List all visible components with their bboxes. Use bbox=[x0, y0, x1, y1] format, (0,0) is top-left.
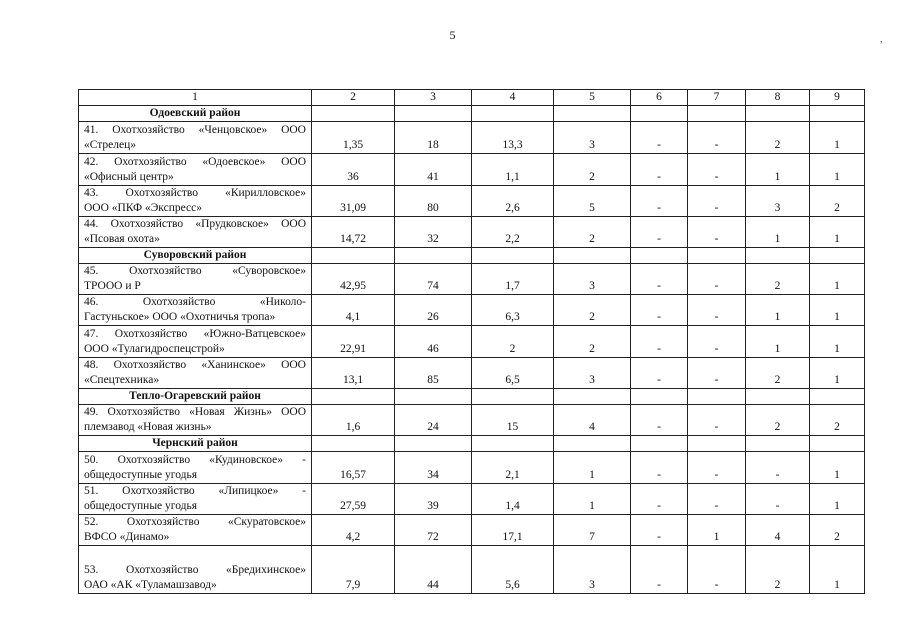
name-line-1: 48. Охотхозяйство «Ханинское» ООО bbox=[84, 359, 306, 371]
value-cell: 2 bbox=[810, 405, 865, 436]
column-header: 3 bbox=[395, 90, 472, 106]
value-cell: - bbox=[688, 546, 746, 594]
value-cell: 3 bbox=[554, 264, 631, 295]
value-cell: 1 bbox=[688, 515, 746, 546]
name-line-2: ООО «Тулагидроспецстрой» bbox=[84, 343, 225, 355]
empty-cell bbox=[395, 248, 472, 264]
value-cell: 2 bbox=[746, 546, 810, 594]
column-header: 7 bbox=[688, 90, 746, 106]
value-cell: 17,1 bbox=[472, 515, 554, 546]
empty-cell bbox=[395, 436, 472, 452]
value-cell: 2 bbox=[810, 515, 865, 546]
empty-cell bbox=[312, 389, 395, 405]
hunting-grounds-table bbox=[78, 89, 865, 594]
value-cell: - bbox=[688, 186, 746, 217]
column-header: 1 bbox=[79, 90, 312, 106]
value-cell: 1,35 bbox=[312, 122, 395, 154]
table-row bbox=[79, 295, 865, 326]
column-header: 6 bbox=[631, 90, 688, 106]
table-row bbox=[79, 452, 865, 484]
table-row bbox=[79, 405, 865, 436]
value-cell: 2 bbox=[810, 186, 865, 217]
table-body bbox=[79, 90, 865, 594]
value-cell: - bbox=[631, 405, 688, 436]
value-cell: - bbox=[746, 452, 810, 484]
value-cell: 6,3 bbox=[472, 295, 554, 326]
value-cell: 22,91 bbox=[312, 326, 395, 358]
name-line-2: ТРООО и Р bbox=[84, 280, 141, 292]
table-row bbox=[79, 186, 865, 217]
value-cell: 1,7 bbox=[472, 264, 554, 295]
value-cell: 80 bbox=[395, 186, 472, 217]
scan-speck: , bbox=[880, 34, 883, 45]
hunting-ground-name bbox=[79, 264, 312, 295]
name-line-1: 42. Охотхозяйство «Одоевское» ООО bbox=[84, 156, 306, 168]
value-cell: 1 bbox=[810, 295, 865, 326]
value-cell: - bbox=[688, 405, 746, 436]
value-cell: - bbox=[688, 122, 746, 154]
value-cell: 27,59 bbox=[312, 484, 395, 515]
value-cell: 2,6 bbox=[472, 186, 554, 217]
value-cell: 2 bbox=[746, 358, 810, 389]
empty-cell bbox=[746, 106, 810, 122]
value-cell: 1 bbox=[810, 122, 865, 154]
name-line-2: Гастуньское» ООО «Охотничья тропа» bbox=[84, 311, 276, 323]
hunting-ground-name bbox=[79, 326, 312, 358]
district-row bbox=[79, 389, 865, 405]
value-cell: 7 bbox=[554, 515, 631, 546]
column-header: 4 bbox=[472, 90, 554, 106]
value-cell: 7,9 bbox=[312, 546, 395, 594]
value-cell: 31,09 bbox=[312, 186, 395, 217]
name-line-2: ВФСО «Динамо» bbox=[84, 531, 170, 543]
hunting-ground-name bbox=[79, 546, 312, 594]
value-cell: 2 bbox=[746, 122, 810, 154]
value-cell: 14,72 bbox=[312, 217, 395, 248]
district-name: Одоевский район bbox=[79, 106, 312, 122]
hunting-ground-name bbox=[79, 452, 312, 484]
table-row bbox=[79, 546, 865, 594]
value-cell: 3 bbox=[746, 186, 810, 217]
value-cell: 1 bbox=[810, 154, 865, 186]
empty-cell bbox=[810, 248, 865, 264]
value-cell: 1 bbox=[746, 154, 810, 186]
name-line-1: 53. Охотхозяйство «Бредихинское» bbox=[84, 564, 306, 576]
value-cell: - bbox=[631, 122, 688, 154]
empty-cell bbox=[312, 106, 395, 122]
value-cell: - bbox=[688, 484, 746, 515]
empty-cell bbox=[746, 248, 810, 264]
empty-cell bbox=[746, 436, 810, 452]
empty-cell bbox=[312, 248, 395, 264]
empty-cell bbox=[688, 106, 746, 122]
value-cell: 2 bbox=[746, 405, 810, 436]
name-line-2: племзавод «Новая жизнь» bbox=[84, 421, 212, 433]
value-cell: 2,1 bbox=[472, 452, 554, 484]
value-cell: 4 bbox=[746, 515, 810, 546]
value-cell: - bbox=[688, 326, 746, 358]
empty-cell bbox=[746, 389, 810, 405]
value-cell: 1 bbox=[746, 326, 810, 358]
name-line-1: 46. Охотхозяйство «Николо- bbox=[84, 296, 306, 308]
value-cell: 4 bbox=[554, 405, 631, 436]
value-cell: - bbox=[631, 186, 688, 217]
value-cell: 3 bbox=[554, 122, 631, 154]
value-cell: - bbox=[688, 358, 746, 389]
empty-cell bbox=[688, 389, 746, 405]
value-cell: - bbox=[631, 452, 688, 484]
value-cell: 36 bbox=[312, 154, 395, 186]
value-cell: 15 bbox=[472, 405, 554, 436]
value-cell: 41 bbox=[395, 154, 472, 186]
name-line-2: ООО «ПКФ «Экспресс» bbox=[84, 202, 202, 214]
district-name: Суворовский район bbox=[79, 248, 312, 264]
column-header: 8 bbox=[746, 90, 810, 106]
hunting-ground-name bbox=[79, 154, 312, 186]
value-cell: 3 bbox=[554, 358, 631, 389]
value-cell: - bbox=[631, 154, 688, 186]
name-line-1: 49. Охотхозяйство «Новая Жизнь» ООО bbox=[84, 406, 306, 418]
district-row bbox=[79, 248, 865, 264]
value-cell: - bbox=[631, 484, 688, 515]
value-cell: 13,1 bbox=[312, 358, 395, 389]
value-cell: 2 bbox=[472, 326, 554, 358]
district-name: Тепло-Огаревский район bbox=[79, 389, 312, 405]
value-cell: 46 bbox=[395, 326, 472, 358]
name-line-2: общедоступные угодья bbox=[84, 500, 198, 512]
empty-cell bbox=[554, 106, 631, 122]
hunting-ground-name bbox=[79, 484, 312, 515]
value-cell: 18 bbox=[395, 122, 472, 154]
column-header: 2 bbox=[312, 90, 395, 106]
table-row bbox=[79, 154, 865, 186]
empty-cell bbox=[810, 106, 865, 122]
empty-cell bbox=[395, 106, 472, 122]
value-cell: 2 bbox=[554, 295, 631, 326]
name-line-1: 50. Охотхозяйство «Кудиновское» - bbox=[84, 454, 306, 466]
value-cell: 1 bbox=[810, 358, 865, 389]
name-line-1: 45. Охотхозяйство «Суворовское» bbox=[84, 265, 306, 277]
name-line-2: «Стрелец» bbox=[84, 139, 137, 151]
column-header: 9 bbox=[810, 90, 865, 106]
header-row bbox=[79, 90, 865, 106]
name-line-2: общедоступные угодья bbox=[84, 469, 198, 481]
hunting-ground-name bbox=[79, 295, 312, 326]
hunting-ground-name bbox=[79, 186, 312, 217]
table-row bbox=[79, 217, 865, 248]
value-cell: - bbox=[688, 154, 746, 186]
value-cell: 3 bbox=[554, 546, 631, 594]
empty-cell bbox=[554, 389, 631, 405]
value-cell: - bbox=[746, 484, 810, 515]
value-cell: 1 bbox=[746, 295, 810, 326]
empty-cell bbox=[688, 248, 746, 264]
value-cell: - bbox=[631, 326, 688, 358]
value-cell: 2 bbox=[554, 154, 631, 186]
district-row bbox=[79, 436, 865, 452]
value-cell: 1 bbox=[810, 264, 865, 295]
empty-cell bbox=[472, 106, 554, 122]
value-cell: 1 bbox=[554, 484, 631, 515]
value-cell: 4,1 bbox=[312, 295, 395, 326]
table-row bbox=[79, 515, 865, 546]
value-cell: 32 bbox=[395, 217, 472, 248]
value-cell: 2,2 bbox=[472, 217, 554, 248]
table-row bbox=[79, 358, 865, 389]
empty-cell bbox=[472, 389, 554, 405]
empty-cell bbox=[472, 248, 554, 264]
name-line-2: «Псовая охота» bbox=[84, 233, 160, 245]
value-cell: - bbox=[688, 217, 746, 248]
name-line-1: 44. Охотхозяйство «Прудковское» ООО bbox=[84, 218, 306, 230]
value-cell: 1 bbox=[810, 546, 865, 594]
value-cell: 44 bbox=[395, 546, 472, 594]
value-cell: 6,5 bbox=[472, 358, 554, 389]
value-cell: 42,95 bbox=[312, 264, 395, 295]
value-cell: - bbox=[631, 546, 688, 594]
name-line-1: 47. Охотхозяйство «Южно-Ватцевское» bbox=[84, 328, 306, 340]
table-row bbox=[79, 122, 865, 154]
name-line-2: «Офисный центр» bbox=[84, 171, 174, 183]
value-cell: 1 bbox=[810, 326, 865, 358]
empty-cell bbox=[631, 248, 688, 264]
name-line-1: 43. Охотхозяйство «Кирилловское» bbox=[84, 187, 306, 199]
empty-cell bbox=[395, 389, 472, 405]
value-cell: 2 bbox=[746, 264, 810, 295]
value-cell: - bbox=[631, 217, 688, 248]
value-cell: 85 bbox=[395, 358, 472, 389]
value-cell: - bbox=[631, 264, 688, 295]
name-line-1: 51. Охотхозяйство «Липицкое» - bbox=[84, 485, 306, 497]
table-row bbox=[79, 264, 865, 295]
value-cell: - bbox=[631, 358, 688, 389]
value-cell: - bbox=[688, 295, 746, 326]
value-cell: 16,57 bbox=[312, 452, 395, 484]
empty-cell bbox=[688, 436, 746, 452]
table-row bbox=[79, 484, 865, 515]
value-cell: 39 bbox=[395, 484, 472, 515]
hunting-ground-name bbox=[79, 122, 312, 154]
empty-cell bbox=[810, 436, 865, 452]
value-cell: - bbox=[631, 295, 688, 326]
value-cell: 5,6 bbox=[472, 546, 554, 594]
empty-cell bbox=[472, 436, 554, 452]
empty-cell bbox=[312, 436, 395, 452]
district-name: Чернский район bbox=[79, 436, 312, 452]
empty-cell bbox=[810, 389, 865, 405]
value-cell: 1 bbox=[810, 452, 865, 484]
hunting-ground-name bbox=[79, 217, 312, 248]
value-cell: 74 bbox=[395, 264, 472, 295]
value-cell: 1 bbox=[554, 452, 631, 484]
name-line-2: «Спецтехника» bbox=[84, 374, 160, 386]
value-cell: - bbox=[688, 452, 746, 484]
name-line-1: 41. Охотхозяйство «Ченцовское» ООО bbox=[84, 124, 306, 136]
value-cell: 4,2 bbox=[312, 515, 395, 546]
value-cell: 1,4 bbox=[472, 484, 554, 515]
column-header: 5 bbox=[554, 90, 631, 106]
hunting-ground-name bbox=[79, 405, 312, 436]
value-cell: 34 bbox=[395, 452, 472, 484]
value-cell: 24 bbox=[395, 405, 472, 436]
name-line-2: ОАО «АК «Туламашзавод» bbox=[84, 579, 217, 591]
page-number: 5 bbox=[449, 28, 456, 42]
table-row bbox=[79, 326, 865, 358]
empty-cell bbox=[631, 106, 688, 122]
hunting-ground-name bbox=[79, 358, 312, 389]
value-cell: 1 bbox=[746, 217, 810, 248]
value-cell: 2 bbox=[554, 217, 631, 248]
hunting-ground-name bbox=[79, 515, 312, 546]
value-cell: - bbox=[688, 264, 746, 295]
value-cell: 1,6 bbox=[312, 405, 395, 436]
value-cell: 2 bbox=[554, 326, 631, 358]
empty-cell bbox=[631, 436, 688, 452]
value-cell: - bbox=[631, 515, 688, 546]
empty-cell bbox=[554, 248, 631, 264]
value-cell: 1 bbox=[810, 217, 865, 248]
district-row bbox=[79, 106, 865, 122]
empty-cell bbox=[554, 436, 631, 452]
value-cell: 26 bbox=[395, 295, 472, 326]
value-cell: 72 bbox=[395, 515, 472, 546]
empty-cell bbox=[631, 389, 688, 405]
value-cell: 13,3 bbox=[472, 122, 554, 154]
name-line-1: 52. Охотхозяйство «Скуратовское» bbox=[84, 516, 306, 528]
value-cell: 5 bbox=[554, 186, 631, 217]
value-cell: 1 bbox=[810, 484, 865, 515]
value-cell: 1,1 bbox=[472, 154, 554, 186]
